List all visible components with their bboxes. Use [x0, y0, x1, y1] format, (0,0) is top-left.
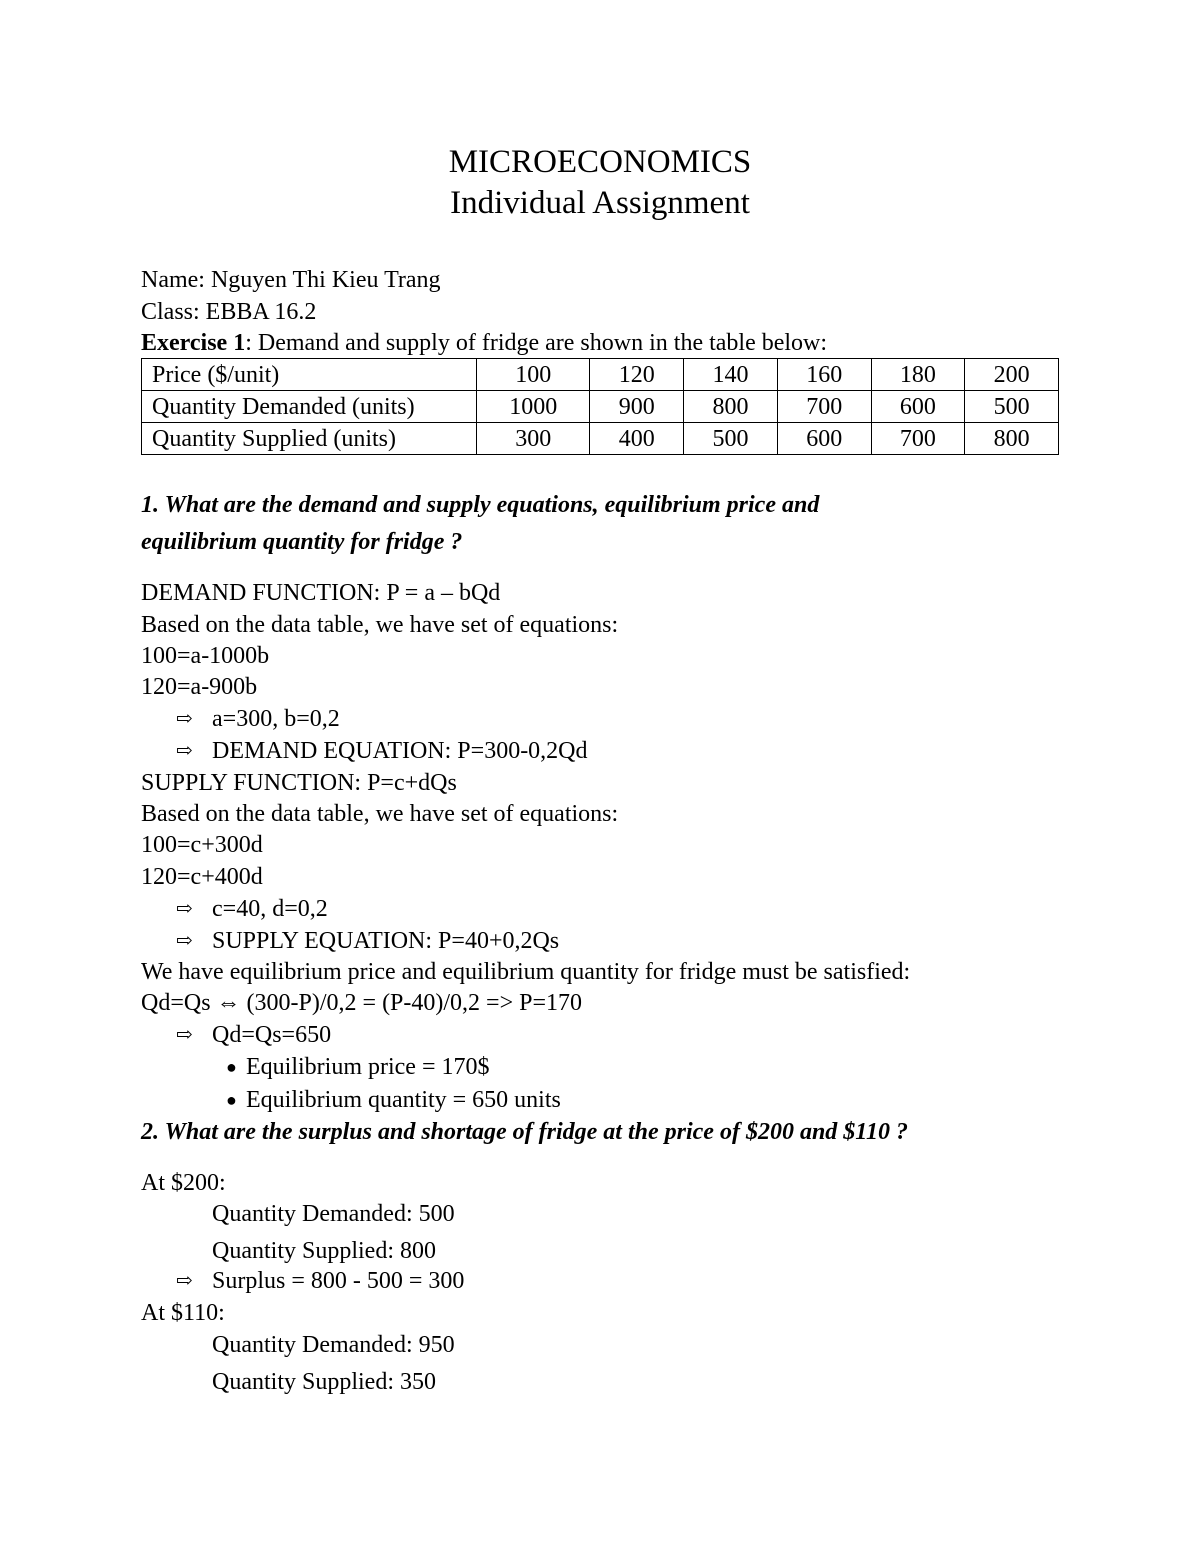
student-name: Name: Nguyen Thi Kieu Trang [141, 267, 441, 293]
table-row [142, 423, 1059, 455]
question-1-line-2: equilibrium quantity for fridge ? [141, 529, 463, 555]
result-2: c=40, d=0,2 [212, 896, 328, 922]
supply-function: SUPPLY FUNCTION: P=c+dQs [141, 770, 457, 796]
equilibrium-quantity: Equilibrium quantity = 650 units [246, 1087, 561, 1113]
question-1-line-1: 1. What are the demand and supply equations, equilibrium price and [141, 492, 820, 518]
table-cell: 500 [965, 391, 1059, 423]
bullet-icon: ● [226, 1057, 237, 1077]
table-cell: 900 [590, 391, 684, 423]
table-cell: 600 [777, 423, 871, 455]
equilibrium-calculation: Qd=Qs ⇔ (300-P)/0,2 = (P-40)/0,2 => P=170 [141, 990, 583, 1016]
equation-4: 120=c+400d [141, 864, 263, 890]
table-row [142, 359, 1059, 391]
table-cell: 500 [684, 423, 778, 455]
at-200-label: At $200: [141, 1170, 226, 1196]
table-row-label: Quantity Supplied (units) [142, 423, 477, 455]
based-on-table-2: Based on the data table, we have set of equations: [141, 801, 619, 827]
exercise-heading [141, 328, 827, 358]
demand-equation: DEMAND EQUATION: P=300-0,2Qd [212, 738, 588, 764]
supply-equation: SUPPLY EQUATION: P=40+0,2Qs [212, 928, 560, 954]
surplus-result: Surplus = 800 - 500 = 300 [212, 1268, 465, 1294]
table-cell: 600 [871, 391, 965, 423]
arrow-icon: ⇨ [176, 1270, 193, 1292]
equation-2: 120=a-900b [141, 674, 258, 700]
table-cell: 120 [590, 359, 684, 391]
qd-at-200: Quantity Demanded: 500 [212, 1201, 455, 1227]
exercise-text: : Demand and supply of fridge are shown in the table below: [245, 330, 828, 356]
table-cell: 300 [477, 423, 590, 455]
table-cell: 800 [965, 423, 1059, 455]
table-cell: 800 [684, 391, 778, 423]
table-row-label: Price ($/unit) [142, 359, 477, 391]
qd-qs-result: Qd=Qs=650 [212, 1022, 332, 1048]
qd-at-110: Quantity Demanded: 950 [212, 1332, 455, 1358]
result-1: a=300, b=0,2 [212, 706, 340, 732]
table-cell: 100 [477, 359, 590, 391]
document-subtitle: Individual Assignment [450, 185, 750, 221]
arrow-icon: ⇨ [176, 1024, 193, 1046]
table-cell: 180 [871, 359, 965, 391]
bullet-icon: ● [226, 1090, 237, 1110]
table-cell: 1000 [477, 391, 590, 423]
based-on-table-1: Based on the data table, we have set of equations: [141, 612, 619, 638]
table-cell: 700 [871, 423, 965, 455]
exercise-label: Exercise 1 [141, 330, 246, 356]
at-110-label: At $110: [141, 1300, 225, 1326]
table-body [142, 359, 1059, 455]
question-2: 2. What are the surplus and shortage of fridge at the price of $200 and $110 ? [141, 1119, 908, 1145]
equilibrium-price: Equilibrium price = 170$ [246, 1054, 490, 1080]
document-title: MICROECONOMICS [448, 144, 752, 180]
table-cell: 160 [777, 359, 871, 391]
arrow-icon: ⇨ [176, 930, 193, 952]
table-row [142, 391, 1059, 423]
table-cell: 400 [590, 423, 684, 455]
equation-1: 100=a-1000b [141, 643, 270, 669]
demand-function: DEMAND FUNCTION: P = a – bQd [141, 580, 501, 606]
table-row-label: Quantity Demanded (units) [142, 391, 477, 423]
student-class: Class: EBBA 16.2 [141, 299, 317, 325]
table-cell: 200 [965, 359, 1059, 391]
qs-at-110: Quantity Supplied: 350 [212, 1369, 436, 1395]
supply-demand-table [141, 358, 1059, 455]
equation-3: 100=c+300d [141, 832, 263, 858]
arrow-icon: ⇨ [176, 898, 193, 920]
arrow-icon: ⇨ [176, 708, 193, 730]
table-cell: 700 [777, 391, 871, 423]
equilibrium-intro: We have equilibrium price and equilibrium quantity for fridge must be satisfied: [141, 959, 911, 985]
arrow-icon: ⇨ [176, 740, 193, 762]
table-cell: 140 [684, 359, 778, 391]
qs-at-200: Quantity Supplied: 800 [212, 1238, 436, 1264]
